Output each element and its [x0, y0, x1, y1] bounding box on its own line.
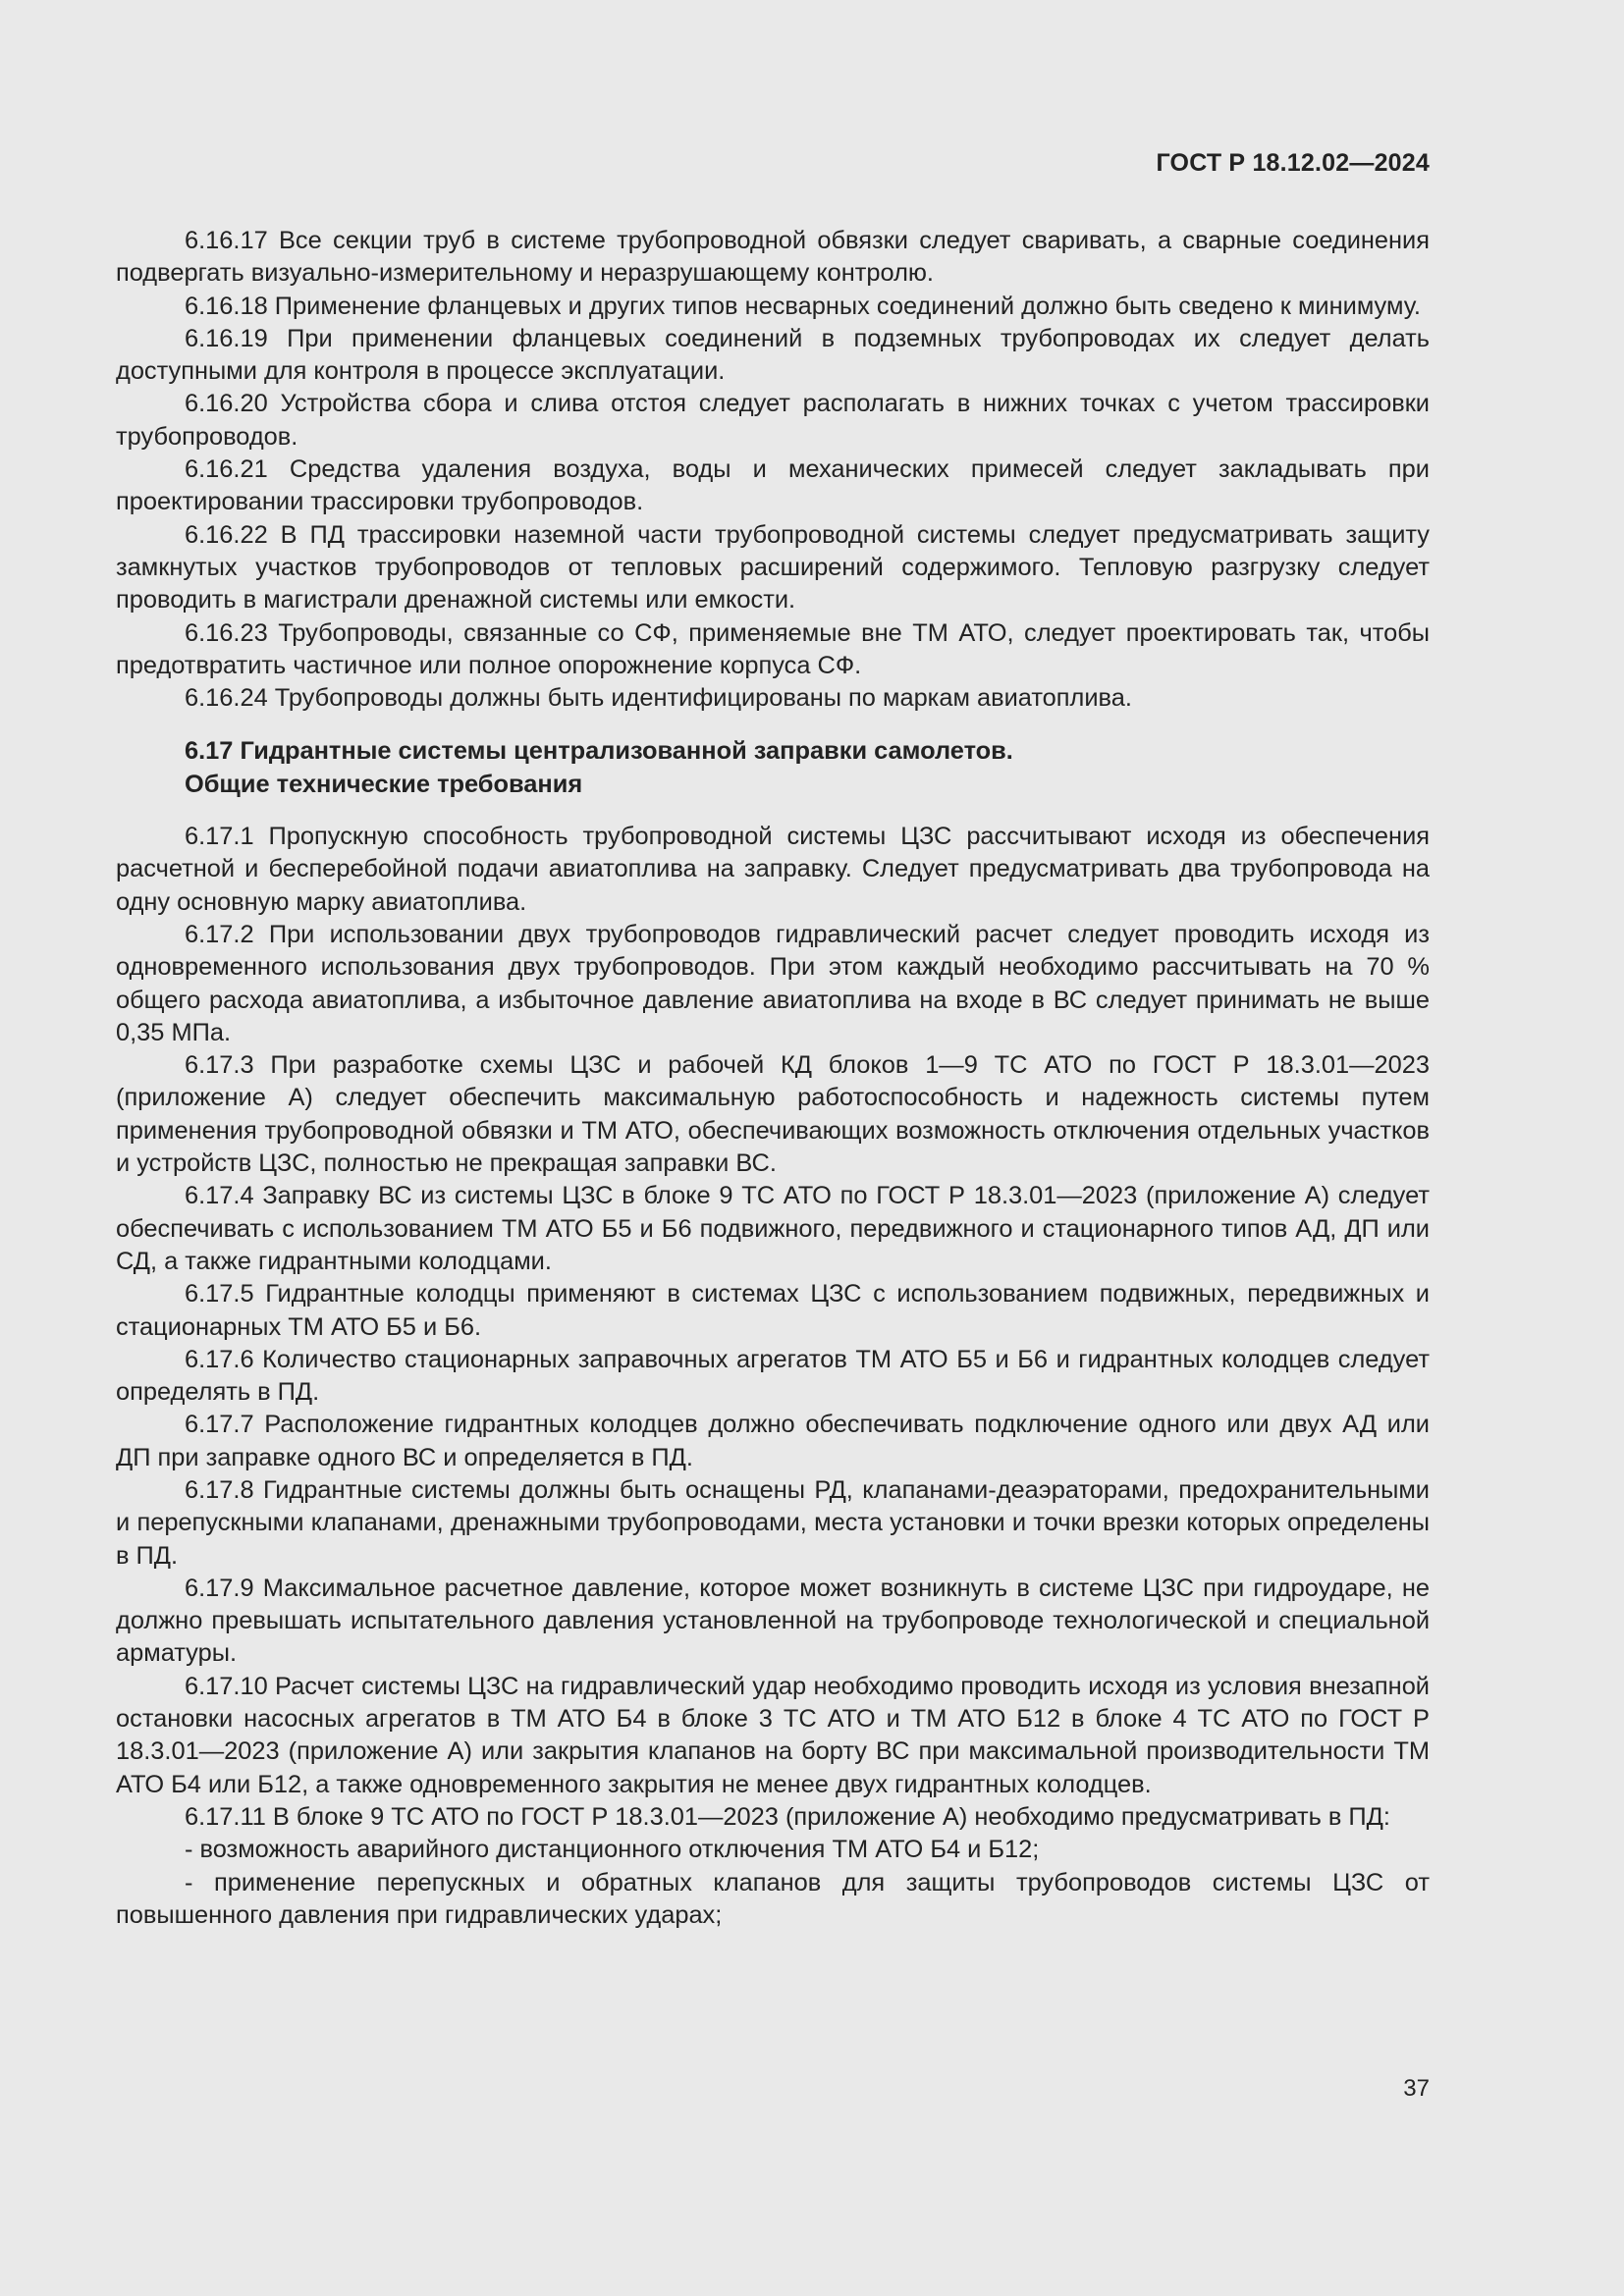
- paragraph-6-17-11: 6.17.11 В блоке 9 ТС АТО по ГОСТ Р 18.3.01—2023 (приложение А) необходимо предусматривать в ПД:: [185, 1802, 1390, 1831]
- document-header: ГОСТ Р 18.12.02—2024: [1156, 149, 1430, 177]
- list-item: - возможность аварийного дистанционного отключения ТМ АТО Б4 и Б12;: [185, 1836, 1040, 1864]
- list-item: - применение перепускных и обратных клапанов для защиты трубопроводов системы ЦЗС от повышенного давления при гидравлических ударах;: [116, 1868, 1430, 1929]
- paragraph-6-16-17: 6.16.17 Все секции труб в системе трубопроводной обвязки следует сваривать, а сварные соединения подвергать визуально-измерительному и неразрушающему контролю.: [116, 227, 1430, 288]
- paragraph-6-16-18: 6.16.18 Применение фланцевых и других типов несварных соединений должно быть сведено к минимуму.: [185, 292, 1421, 320]
- section-heading-line-2: Общие технические требования: [185, 770, 583, 798]
- page-number: 37: [1403, 2075, 1430, 2102]
- paragraph-6-16-22: 6.16.22 В ПД трассировки наземной части трубопроводной системы следует предусматривать защиту замкнутых участков трубопроводов от тепловых расширений содержимого. Тепловую разгрузку следует проводить в магистрали дренажной системы или емкости.: [116, 520, 1430, 614]
- paragraph-6-17-6: 6.17.6 Количество стационарных заправочных агрегатов ТМ АТО Б5 и Б6 и гидрантных колодцев следует определять в ПД.: [116, 1345, 1430, 1407]
- paragraph-6-17-2: 6.17.2 При использовании двух трубопроводов гидравлический расчет следует проводить исходя из одновременного использования двух трубопроводов. При этом каждый необходимо рассчитывать на 70 % общего расхода авиатоплива, а избыточное давление авиатоплива на входе в ВС следует принимать не выше 0,35 МПа.: [116, 920, 1430, 1046]
- paragraph-6-16-21: 6.16.21 Средства удаления воздуха, воды и механических примесей следует закладывать при проектировании трассировки трубопроводов.: [116, 455, 1430, 516]
- paragraph-6-17-3: 6.17.3 При разработке схемы ЦЗС и рабочей КД блоков 1—9 ТС АТО по ГОСТ Р 18.3.01—2023 (приложение А) следует обеспечить максимальную работоспособность и надежность системы путем применения трубопроводной обвязки и ТМ АТО, обеспечивающих возможность отключения отдельных участков и устройств ЦЗС, полностью не прекращая заправки ВС.: [116, 1051, 1430, 1178]
- paragraph-6-16-19: 6.16.19 При применении фланцевых соединений в подземных трубопроводах их следует делать доступными для контроля в процессе эксплуатации.: [116, 324, 1430, 386]
- document-body: [116, 225, 1430, 1932]
- paragraph-6-17-10: 6.17.10 Расчет системы ЦЗС на гидравлический удар необходимо проводить исходя из условия внезапной остановки насосных агрегатов в ТМ АТО Б4 в блоке 3 ТС АТО и ТМ АТО Б12 в блоке 4 ТС АТО по ГОСТ Р 18.3.01—2023 (приложение А) или закрытия клапанов на борту ВС при максимальной производительности ТМ АТО Б4 или Б12, а также одновременного закрытия не менее двух гидрантных колодцев.: [116, 1672, 1430, 1798]
- paragraph-6-17-5: 6.17.5 Гидрантные колодцы применяют в системах ЦЗС с использованием подвижных, передвижных и стационарных ТМ АТО Б5 и Б6.: [116, 1280, 1430, 1341]
- paragraph-6-16-23: 6.16.23 Трубопроводы, связанные со СФ, применяемые вне ТМ АТО, следует проектировать так, чтобы предотвратить частичное или полное опорожнение корпуса СФ.: [116, 618, 1430, 679]
- section-heading-line-1: 6.17 Гидрантные системы централизованной заправки самолетов.: [185, 737, 1013, 766]
- paragraph-6-16-24: 6.16.24 Трубопроводы должны быть идентифицированы по маркам авиатоплива.: [185, 684, 1132, 713]
- section-heading-6-17: [185, 735, 1430, 801]
- paragraph-6-16-20: 6.16.20 Устройства сбора и слива отстоя следует располагать в нижних точках с учетом трассировки трубопроводов.: [116, 390, 1430, 451]
- paragraph-6-17-4: 6.17.4 Заправку ВС из системы ЦЗС в блоке 9 ТС АТО по ГОСТ Р 18.3.01—2023 (приложение А) следует обеспечивать с использованием ТМ АТО Б5 и Б6 подвижного, передвижного и стационарного типов АД, ДП или СД, а также гидрантными колодцами.: [116, 1182, 1430, 1275]
- paragraph-6-17-8: 6.17.8 Гидрантные системы должны быть оснащены РД, клапанами-деаэраторами, предохранительными и перепускными клапанами, дренажными трубопроводами, места установки и точки врезки которых определены в ПД.: [116, 1475, 1430, 1570]
- paragraph-6-17-9: 6.17.9 Максимальное расчетное давление, которое может возникнуть в системе ЦЗС при гидроударе, не должно превышать испытательного давления установленной на трубопроводе технологической и специальной арматуры.: [116, 1574, 1430, 1668]
- paragraph-6-17-7: 6.17.7 Расположение гидрантных колодцев должно обеспечивать подключение одного или двух АД или ДП при заправке одного ВС и определяется в ПД.: [116, 1411, 1430, 1471]
- paragraph-6-17-1: 6.17.1 Пропускную способность трубопроводной системы ЦЗС рассчитывают исходя из обеспечения расчетной и бесперебойной подачи авиатоплива на заправку. Следует предусматривать два трубопровода на одну основную марку авиатоплива.: [116, 823, 1430, 916]
